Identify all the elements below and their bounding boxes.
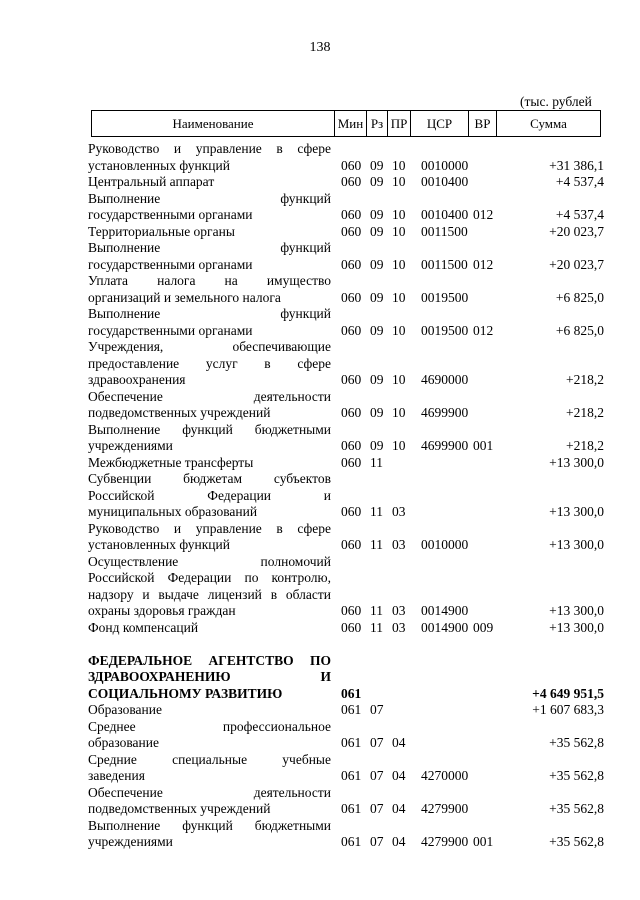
cell-vr: 001 xyxy=(473,834,494,849)
row-name-line: Образование xyxy=(88,702,162,717)
units-label: (тыс. рублей xyxy=(520,94,592,109)
cell-rz: 11 xyxy=(370,619,383,635)
table-row xyxy=(0,719,640,752)
row-name-line: государственными органами xyxy=(88,207,253,222)
row-name-line: Межбюджетные трансферты xyxy=(88,454,254,470)
cell-rz: 07 xyxy=(370,834,384,849)
cell-csr: 4690000 xyxy=(421,372,469,387)
cell-sum: +20 023,7 xyxy=(549,223,604,239)
cell-pr: 04 xyxy=(392,801,406,816)
row-name-line: Выполнение функций бюджетными xyxy=(88,817,331,833)
cell-pr: 04 xyxy=(392,735,406,750)
cell-rz: 09 xyxy=(370,174,384,189)
table-row xyxy=(0,620,640,637)
table-row xyxy=(0,141,640,174)
row-name-line: здравоохранения xyxy=(88,372,186,387)
cell-pr: 10 xyxy=(392,405,406,420)
cell-rz: 09 xyxy=(370,438,384,453)
cell-rz: 07 xyxy=(370,768,384,783)
cell-min: 060 xyxy=(341,603,362,618)
cell-pr: 10 xyxy=(392,438,406,453)
cell-sum: +4 537,4 xyxy=(555,174,604,189)
cell-rz: 09 xyxy=(370,322,384,338)
cell-pr: 04 xyxy=(392,834,406,849)
cell-sum: +218,2 xyxy=(566,438,604,453)
row-name xyxy=(88,422,331,455)
row-name xyxy=(88,174,331,191)
cell-min: 060 xyxy=(341,438,362,453)
cell-pr: 03 xyxy=(392,619,406,635)
cell-pr: 10 xyxy=(392,174,406,189)
row-name-line: Обеспечение деятельности xyxy=(88,388,331,404)
cell-min: 061 xyxy=(341,834,362,849)
row-name-line: ФЕДЕРАЛЬНОЕ АГЕНТСТВО ПО xyxy=(88,652,331,668)
table-spacer xyxy=(0,636,640,653)
row-name-line: Обеспечение деятельности xyxy=(88,784,331,800)
table-row xyxy=(0,422,640,455)
header-vr: ВР xyxy=(469,111,497,137)
row-name-line: учреждениями xyxy=(88,834,173,849)
cell-min: 060 xyxy=(341,537,362,552)
cell-sum: +4 537,4 xyxy=(555,207,604,222)
row-name-line: Субвенции бюджетам субъектов xyxy=(88,471,331,486)
cell-sum: +218,2 xyxy=(566,372,604,387)
row-name-line: муниципальных образований xyxy=(88,504,258,519)
table-row xyxy=(0,702,640,719)
cell-csr: 0011500 xyxy=(421,256,468,272)
cell-rz: 09 xyxy=(370,157,384,173)
cell-rz: 09 xyxy=(370,289,384,305)
row-name-line: предоставление услуг в сфере xyxy=(88,355,331,371)
cell-sum: +20 023,7 xyxy=(549,256,604,272)
cell-rz: 11 xyxy=(370,537,383,552)
row-name xyxy=(88,521,331,554)
row-name-line: установленных функций xyxy=(88,537,230,552)
cell-rz: 09 xyxy=(370,256,384,272)
row-name-line: Руководство и управление в сфере xyxy=(88,520,331,536)
row-name-line: Российской Федерации и xyxy=(88,487,331,503)
cell-pr: 10 xyxy=(392,372,406,387)
row-name-line: учреждениями xyxy=(88,438,173,453)
table-row xyxy=(0,306,640,339)
row-name xyxy=(88,620,331,637)
row-name-line: Уплата налога на имущество xyxy=(88,273,331,288)
row-name-line: подведомственных учреждений xyxy=(88,405,271,420)
row-name-line: Среднее профессиональное xyxy=(88,718,331,734)
row-name-line: Средние специальные учебные xyxy=(88,751,331,767)
row-name xyxy=(88,191,331,224)
row-name-line: установленных функций xyxy=(88,157,230,173)
row-name-line: Российской Федерации по контролю, xyxy=(88,570,331,585)
cell-min: 060 xyxy=(341,322,362,338)
cell-sum: +13 300,0 xyxy=(549,504,604,519)
cell-csr: 0010400 xyxy=(421,174,469,189)
table-row xyxy=(0,471,640,521)
cell-pr: 04 xyxy=(392,768,406,783)
row-name xyxy=(88,752,331,785)
header-min: Мин xyxy=(335,111,367,137)
row-name xyxy=(88,455,331,472)
cell-pr: 03 xyxy=(392,603,406,618)
row-name xyxy=(88,141,331,174)
row-name xyxy=(88,719,331,752)
row-name-line: СОЦИАЛЬНОМУ РАЗВИТИЮ xyxy=(88,685,283,701)
cell-csr: 0010000 xyxy=(421,157,469,173)
row-name xyxy=(88,653,331,703)
table-row xyxy=(0,174,640,191)
cell-min: 061 xyxy=(341,685,362,701)
cell-sum: +218,2 xyxy=(566,405,604,420)
row-name-line: Выполнение функций xyxy=(88,240,331,255)
row-name-line: Выполнение функций бюджетными xyxy=(88,421,331,437)
row-name-line: заведения xyxy=(88,768,145,783)
cell-rz: 07 xyxy=(370,801,384,816)
cell-rz: 09 xyxy=(370,223,384,239)
row-name xyxy=(88,306,331,339)
row-name-line: ЗДРАВООХРАНЕНИЮ И xyxy=(88,669,331,684)
cell-csr: 0014900 xyxy=(421,603,469,618)
row-name xyxy=(88,818,331,851)
cell-min: 060 xyxy=(341,454,362,470)
table-row xyxy=(0,752,640,785)
cell-rz: 09 xyxy=(370,405,384,420)
cell-pr: 10 xyxy=(392,289,406,305)
cell-min: 060 xyxy=(341,223,362,239)
row-name-line: Фонд компенсаций xyxy=(88,619,199,635)
cell-vr: 001 xyxy=(473,438,494,453)
table-body xyxy=(0,141,640,851)
cell-min: 061 xyxy=(341,801,362,816)
cell-pr: 10 xyxy=(392,207,406,222)
row-name xyxy=(88,389,331,422)
cell-min: 060 xyxy=(341,504,362,519)
table-header xyxy=(91,110,601,137)
cell-rz: 09 xyxy=(370,207,384,222)
row-name-line: организаций и земельного налога xyxy=(88,289,281,305)
cell-rz: 07 xyxy=(370,702,384,717)
row-name-line: охраны здоровья граждан xyxy=(88,603,236,618)
header-pr: ПР xyxy=(388,111,411,137)
cell-csr: 4270000 xyxy=(421,768,469,783)
cell-min: 060 xyxy=(341,405,362,420)
cell-sum: +1 607 683,3 xyxy=(532,702,604,717)
cell-sum: +31 386,1 xyxy=(549,157,604,173)
cell-pr: 03 xyxy=(392,504,406,519)
row-name-line: Выполнение функций xyxy=(88,306,331,321)
table-row xyxy=(0,455,640,472)
row-name-line: Центральный аппарат xyxy=(88,174,215,189)
cell-min: 060 xyxy=(341,256,362,272)
row-name-line: Руководство и управление в сфере xyxy=(88,141,331,156)
cell-vr: 012 xyxy=(473,256,494,272)
cell-rz: 11 xyxy=(370,603,383,618)
cell-pr: 10 xyxy=(392,223,406,239)
cell-min: 060 xyxy=(341,174,362,189)
row-name-line: подведомственных учреждений xyxy=(88,801,271,816)
row-name-line: Учреждения, обеспечивающие xyxy=(88,339,331,354)
header-rz: Рз xyxy=(367,111,388,137)
cell-sum: +13 300,0 xyxy=(549,537,604,552)
cell-sum: +6 825,0 xyxy=(555,289,604,305)
table-row xyxy=(0,273,640,306)
table-row xyxy=(0,653,640,703)
cell-csr: 0019500 xyxy=(421,289,469,305)
cell-csr: 0019500 xyxy=(421,322,469,338)
cell-rz: 07 xyxy=(370,735,384,750)
row-name-line: Территориальные органы xyxy=(88,223,235,239)
cell-sum: +35 562,8 xyxy=(549,801,604,816)
cell-csr: 0014900 xyxy=(421,619,469,635)
row-name xyxy=(88,471,331,521)
cell-min: 061 xyxy=(341,768,362,783)
cell-min: 060 xyxy=(341,207,362,222)
row-name-line: Выполнение функций xyxy=(88,190,331,206)
cell-csr: 0011500 xyxy=(421,223,468,239)
table-row xyxy=(0,240,640,273)
cell-sum: +13 300,0 xyxy=(549,603,604,618)
cell-rz: 11 xyxy=(370,504,383,519)
table-row xyxy=(0,389,640,422)
cell-min: 061 xyxy=(341,735,362,750)
row-name xyxy=(88,702,331,719)
row-name-line: Осуществление полномочий xyxy=(88,553,331,569)
table-row xyxy=(0,554,640,620)
cell-min: 060 xyxy=(341,372,362,387)
cell-vr: 009 xyxy=(473,619,494,635)
cell-min: 060 xyxy=(341,157,362,173)
cell-pr: 10 xyxy=(392,322,406,338)
header-sum: Сумма xyxy=(497,111,601,137)
table-row xyxy=(0,521,640,554)
cell-csr: 4699900 xyxy=(421,438,469,453)
table-row xyxy=(0,785,640,818)
cell-csr: 4279900 xyxy=(421,801,469,816)
cell-sum: +13 300,0 xyxy=(549,454,604,470)
row-name xyxy=(88,240,331,273)
cell-vr: 012 xyxy=(473,322,494,338)
row-name xyxy=(88,224,331,241)
row-name xyxy=(88,339,331,389)
row-name-line: государственными органами xyxy=(88,322,253,338)
cell-sum: +4 649 951,5 xyxy=(532,685,604,701)
cell-min: 060 xyxy=(341,289,362,305)
cell-csr: 0010400 xyxy=(421,207,469,222)
table-row xyxy=(0,224,640,241)
row-name-line: государственными органами xyxy=(88,256,253,272)
cell-vr: 012 xyxy=(473,207,494,222)
cell-sum: +35 562,8 xyxy=(549,834,604,849)
cell-csr: 0010000 xyxy=(421,537,469,552)
row-name-line: образование xyxy=(88,735,159,750)
header-csr: ЦСР xyxy=(411,111,469,137)
table-row xyxy=(0,818,640,851)
cell-rz: 11 xyxy=(370,454,383,470)
row-name xyxy=(88,554,331,620)
row-name xyxy=(88,273,331,306)
cell-csr: 4699900 xyxy=(421,405,469,420)
header-name: Наименование xyxy=(92,111,335,137)
cell-sum: +13 300,0 xyxy=(549,619,604,635)
cell-pr: 10 xyxy=(392,256,406,272)
page-number: 138 xyxy=(309,40,331,55)
table-row xyxy=(0,191,640,224)
cell-pr: 10 xyxy=(392,157,406,173)
cell-min: 060 xyxy=(341,619,362,635)
cell-csr: 4279900 xyxy=(421,834,469,849)
table-row xyxy=(0,339,640,389)
cell-sum: +6 825,0 xyxy=(555,322,604,338)
cell-sum: +35 562,8 xyxy=(549,768,604,783)
cell-sum: +35 562,8 xyxy=(549,735,604,750)
row-name xyxy=(88,785,331,818)
row-name-line: надзору и выдаче лицензий в области xyxy=(88,586,331,602)
cell-min: 061 xyxy=(341,702,362,717)
cell-pr: 03 xyxy=(392,537,406,552)
cell-rz: 09 xyxy=(370,372,384,387)
